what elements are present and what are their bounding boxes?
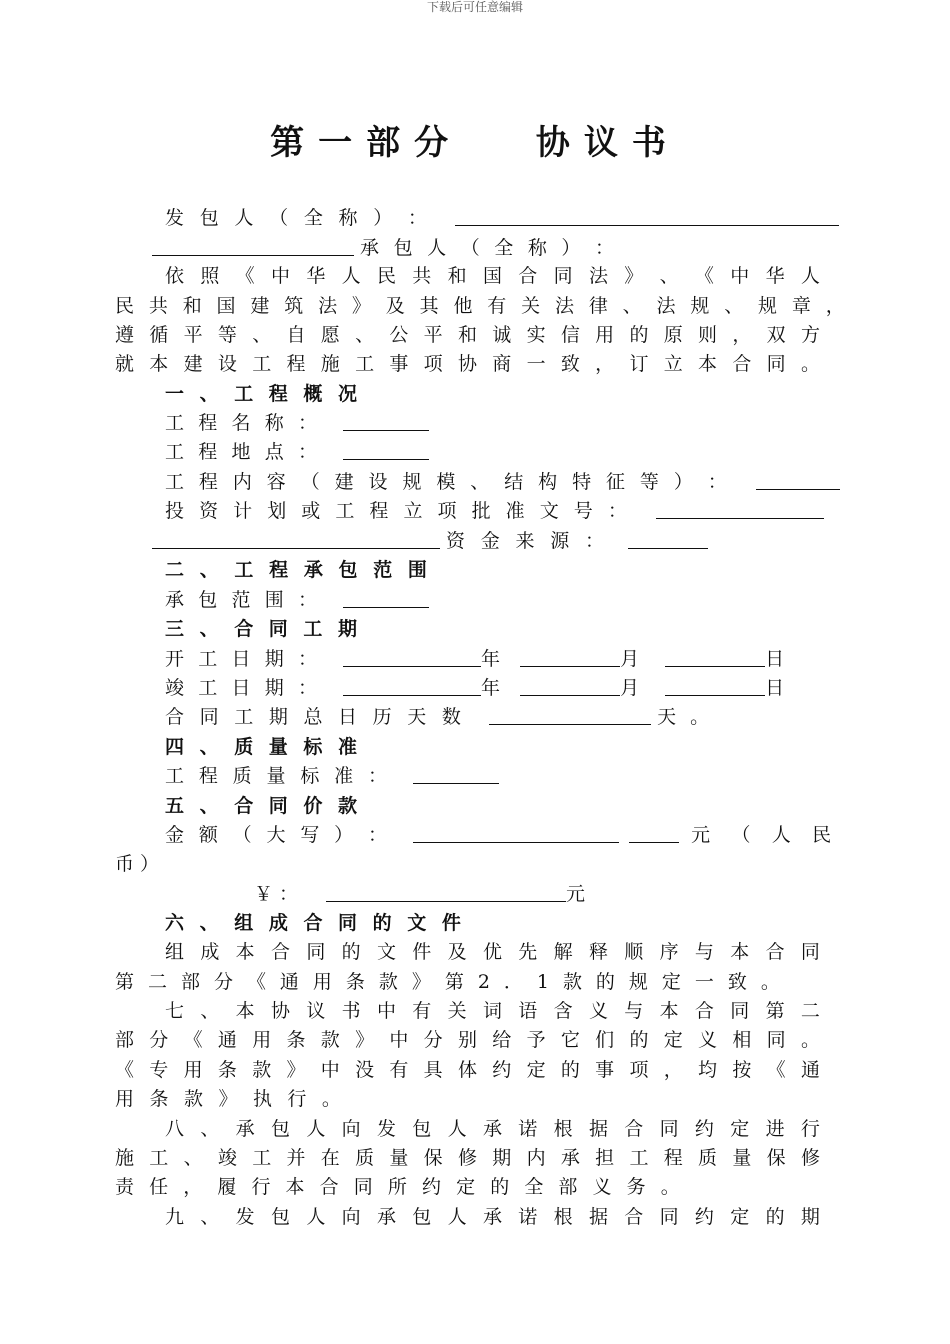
total-days-label: 合 同 工 期 总 日 历 天 数	[165, 706, 461, 728]
start-day-label: 日	[765, 648, 785, 670]
clause-6-line-1	[165, 938, 820, 966]
quality-blank	[413, 763, 499, 784]
amount-currency-label: 元 （ 人 民	[691, 824, 832, 846]
project-content-line	[165, 468, 840, 496]
preamble-line-4	[115, 350, 820, 378]
section-6-heading	[165, 909, 461, 937]
amount-figures-line	[254, 880, 585, 908]
amount-words-blank	[413, 822, 619, 843]
employer-line	[165, 204, 839, 232]
scope-blank	[343, 587, 429, 608]
end-year-blank	[343, 675, 481, 696]
clause-6-text-2: 第 二 部 分 《 通 用 条 款 》 第 2 ． 1 款 的 规 定 一 致 。	[115, 971, 780, 993]
start-month-label: 月	[620, 648, 640, 670]
end-day-label: 日	[765, 677, 785, 699]
clause-7-text-1: 七 、 本 协 议 书 中 有 关 词 语 含 义 与 本 合 同 第 二	[165, 1000, 820, 1022]
section-4-text: 四 、 质 量 标 准	[165, 736, 357, 758]
preamble-line-1	[165, 262, 820, 290]
section-2-text: 二 、 工 程 承 包 范 围	[165, 559, 427, 581]
end-date-label: 竣 工 日 期 ：	[165, 677, 317, 699]
contractor-line	[152, 234, 614, 262]
clause-7-text-4: 用 条 款 》 执 行 。	[115, 1088, 341, 1110]
clause-8-text-2: 施 工 、 竣 工 并 在 质 量 保 修 期 内 承 担 工 程 质 量 保 修	[115, 1147, 820, 1169]
end-date-line	[165, 674, 784, 702]
end-day-blank	[665, 675, 765, 696]
scope-label: 承 包 范 围 ：	[165, 589, 317, 611]
amount-words-line	[165, 821, 831, 849]
clause-9-text-1: 九 、 发 包 人 向 承 包 人 承 诺 根 据 合 同 约 定 的 期	[165, 1206, 820, 1228]
section-5-text: 五 、 合 同 价 款	[165, 795, 357, 817]
amount-figures-blank	[326, 881, 566, 902]
page-title: 第一部分 协议书	[270, 123, 680, 163]
project-name-label: 工 程 名 称 ：	[165, 412, 317, 434]
preamble-text-2: 民 共 和 国 建 筑 法 》 及 其 他 有 关 法 律 、 法 规 、 规 章 ，	[115, 295, 845, 317]
section-4-heading	[165, 733, 357, 761]
approval-no-label: 投 资 计 划 或 工 程 立 项 批 准 文 号 ：	[165, 500, 627, 522]
funding-pre-blank	[152, 528, 440, 549]
employer-blank	[455, 205, 839, 226]
section-6-text: 六 、 组 成 合 同 的 文 件	[165, 912, 461, 934]
contractor-label: 承 包 人 （ 全 称 ） ：	[360, 237, 614, 259]
amount-words-label: 金 额 （ 大 写 ） ：	[165, 824, 387, 846]
clause-8-line-3	[115, 1173, 680, 1201]
clause-8-text-1: 八 、 承 包 人 向 发 包 人 承 诺 根 据 合 同 约 定 进 行	[165, 1118, 820, 1140]
employer-label: 发 包 人 （ 全 称 ） ：	[165, 207, 427, 229]
section-3-text: 三 、 合 同 工 期	[165, 618, 357, 640]
section-3-heading	[165, 615, 357, 643]
project-name-blank	[343, 410, 429, 431]
end-month-blank	[520, 675, 620, 696]
clause-7-line-3	[115, 1056, 820, 1084]
start-day-blank	[665, 646, 765, 667]
amount-currency-cont-text: 币 ）	[115, 853, 159, 875]
project-location-blank	[343, 439, 429, 460]
funding-label: 资 金 来 源 ：	[446, 530, 604, 552]
clause-8-line-2	[115, 1144, 820, 1172]
project-content-blank	[756, 469, 840, 490]
section-1-heading	[165, 380, 357, 408]
start-year-blank	[343, 646, 481, 667]
scope-line	[165, 586, 429, 614]
project-location-label: 工 程 地 点 ：	[165, 441, 317, 463]
funding-blank	[628, 528, 708, 549]
preamble-text-3: 遵 循 平 等 、 自 愿 、 公 平 和 诚 实 信 用 的 原 则 ， 双 方	[115, 324, 820, 346]
amount-figures-unit: 元	[566, 883, 586, 905]
total-days-unit: 天 。	[657, 706, 710, 728]
clause-7-line-1	[165, 997, 820, 1025]
funding-line	[152, 527, 708, 555]
clause-7-line-4	[115, 1085, 341, 1113]
total-days-line	[165, 703, 709, 731]
section-2-heading	[165, 556, 427, 584]
quality-label: 工 程 质 量 标 准 ：	[165, 765, 387, 787]
preamble-line-3	[115, 321, 820, 349]
clause-8-line-1	[165, 1115, 820, 1143]
preamble-line-2	[115, 292, 845, 320]
clause-6-line-2	[115, 968, 780, 996]
section-5-heading	[165, 792, 357, 820]
start-year-label: 年	[481, 648, 501, 670]
project-location-line	[165, 438, 429, 466]
clause-6-text-1: 组 成 本 合 同 的 文 件 及 优 先 解 释 顺 序 与 本 合 同	[165, 941, 820, 963]
contractor-blank	[152, 235, 354, 256]
download-note: 下载后可任意编辑	[426, 0, 523, 14]
preamble-text-1: 依 照 《 中 华 人 民 共 和 国 合 同 法 》 、 《 中 华 人	[165, 265, 820, 287]
section-1-text: 一 、 工 程 概 况	[165, 383, 357, 405]
amount-words-blank-2	[629, 822, 679, 843]
project-name-line	[165, 409, 429, 437]
end-year-label: 年	[481, 677, 501, 699]
amount-figures-label: ￥ ：	[254, 883, 298, 905]
total-days-blank	[489, 704, 651, 725]
approval-no-blank	[656, 498, 824, 519]
approval-no-line	[165, 497, 824, 525]
clause-7-text-3: 《 专 用 条 款 》 中 没 有 具 体 约 定 的 事 项 ， 均 按 《 通	[115, 1059, 820, 1081]
preamble-text-4: 就 本 建 设 工 程 施 工 事 项 协 商 一 致 ， 订 立 本 合 同 。	[115, 353, 820, 375]
clause-7-text-2: 部 分 《 通 用 条 款 》 中 分 别 给 予 它 们 的 定 义 相 同 。	[115, 1029, 820, 1051]
amount-currency-cont	[115, 850, 159, 878]
clause-8-text-3: 责 任 ， 履 行 本 合 同 所 约 定 的 全 部 义 务 。	[115, 1176, 680, 1198]
quality-line	[165, 762, 499, 790]
project-content-label: 工 程 内 容 （ 建 设 规 模 、 结 构 特 征 等 ） ：	[165, 471, 727, 493]
clause-7-line-2	[115, 1026, 820, 1054]
end-month-label: 月	[620, 677, 640, 699]
start-date-label: 开 工 日 期 ：	[165, 648, 317, 670]
clause-9-line-1	[165, 1203, 820, 1231]
start-month-blank	[520, 646, 620, 667]
start-date-line	[165, 645, 784, 673]
